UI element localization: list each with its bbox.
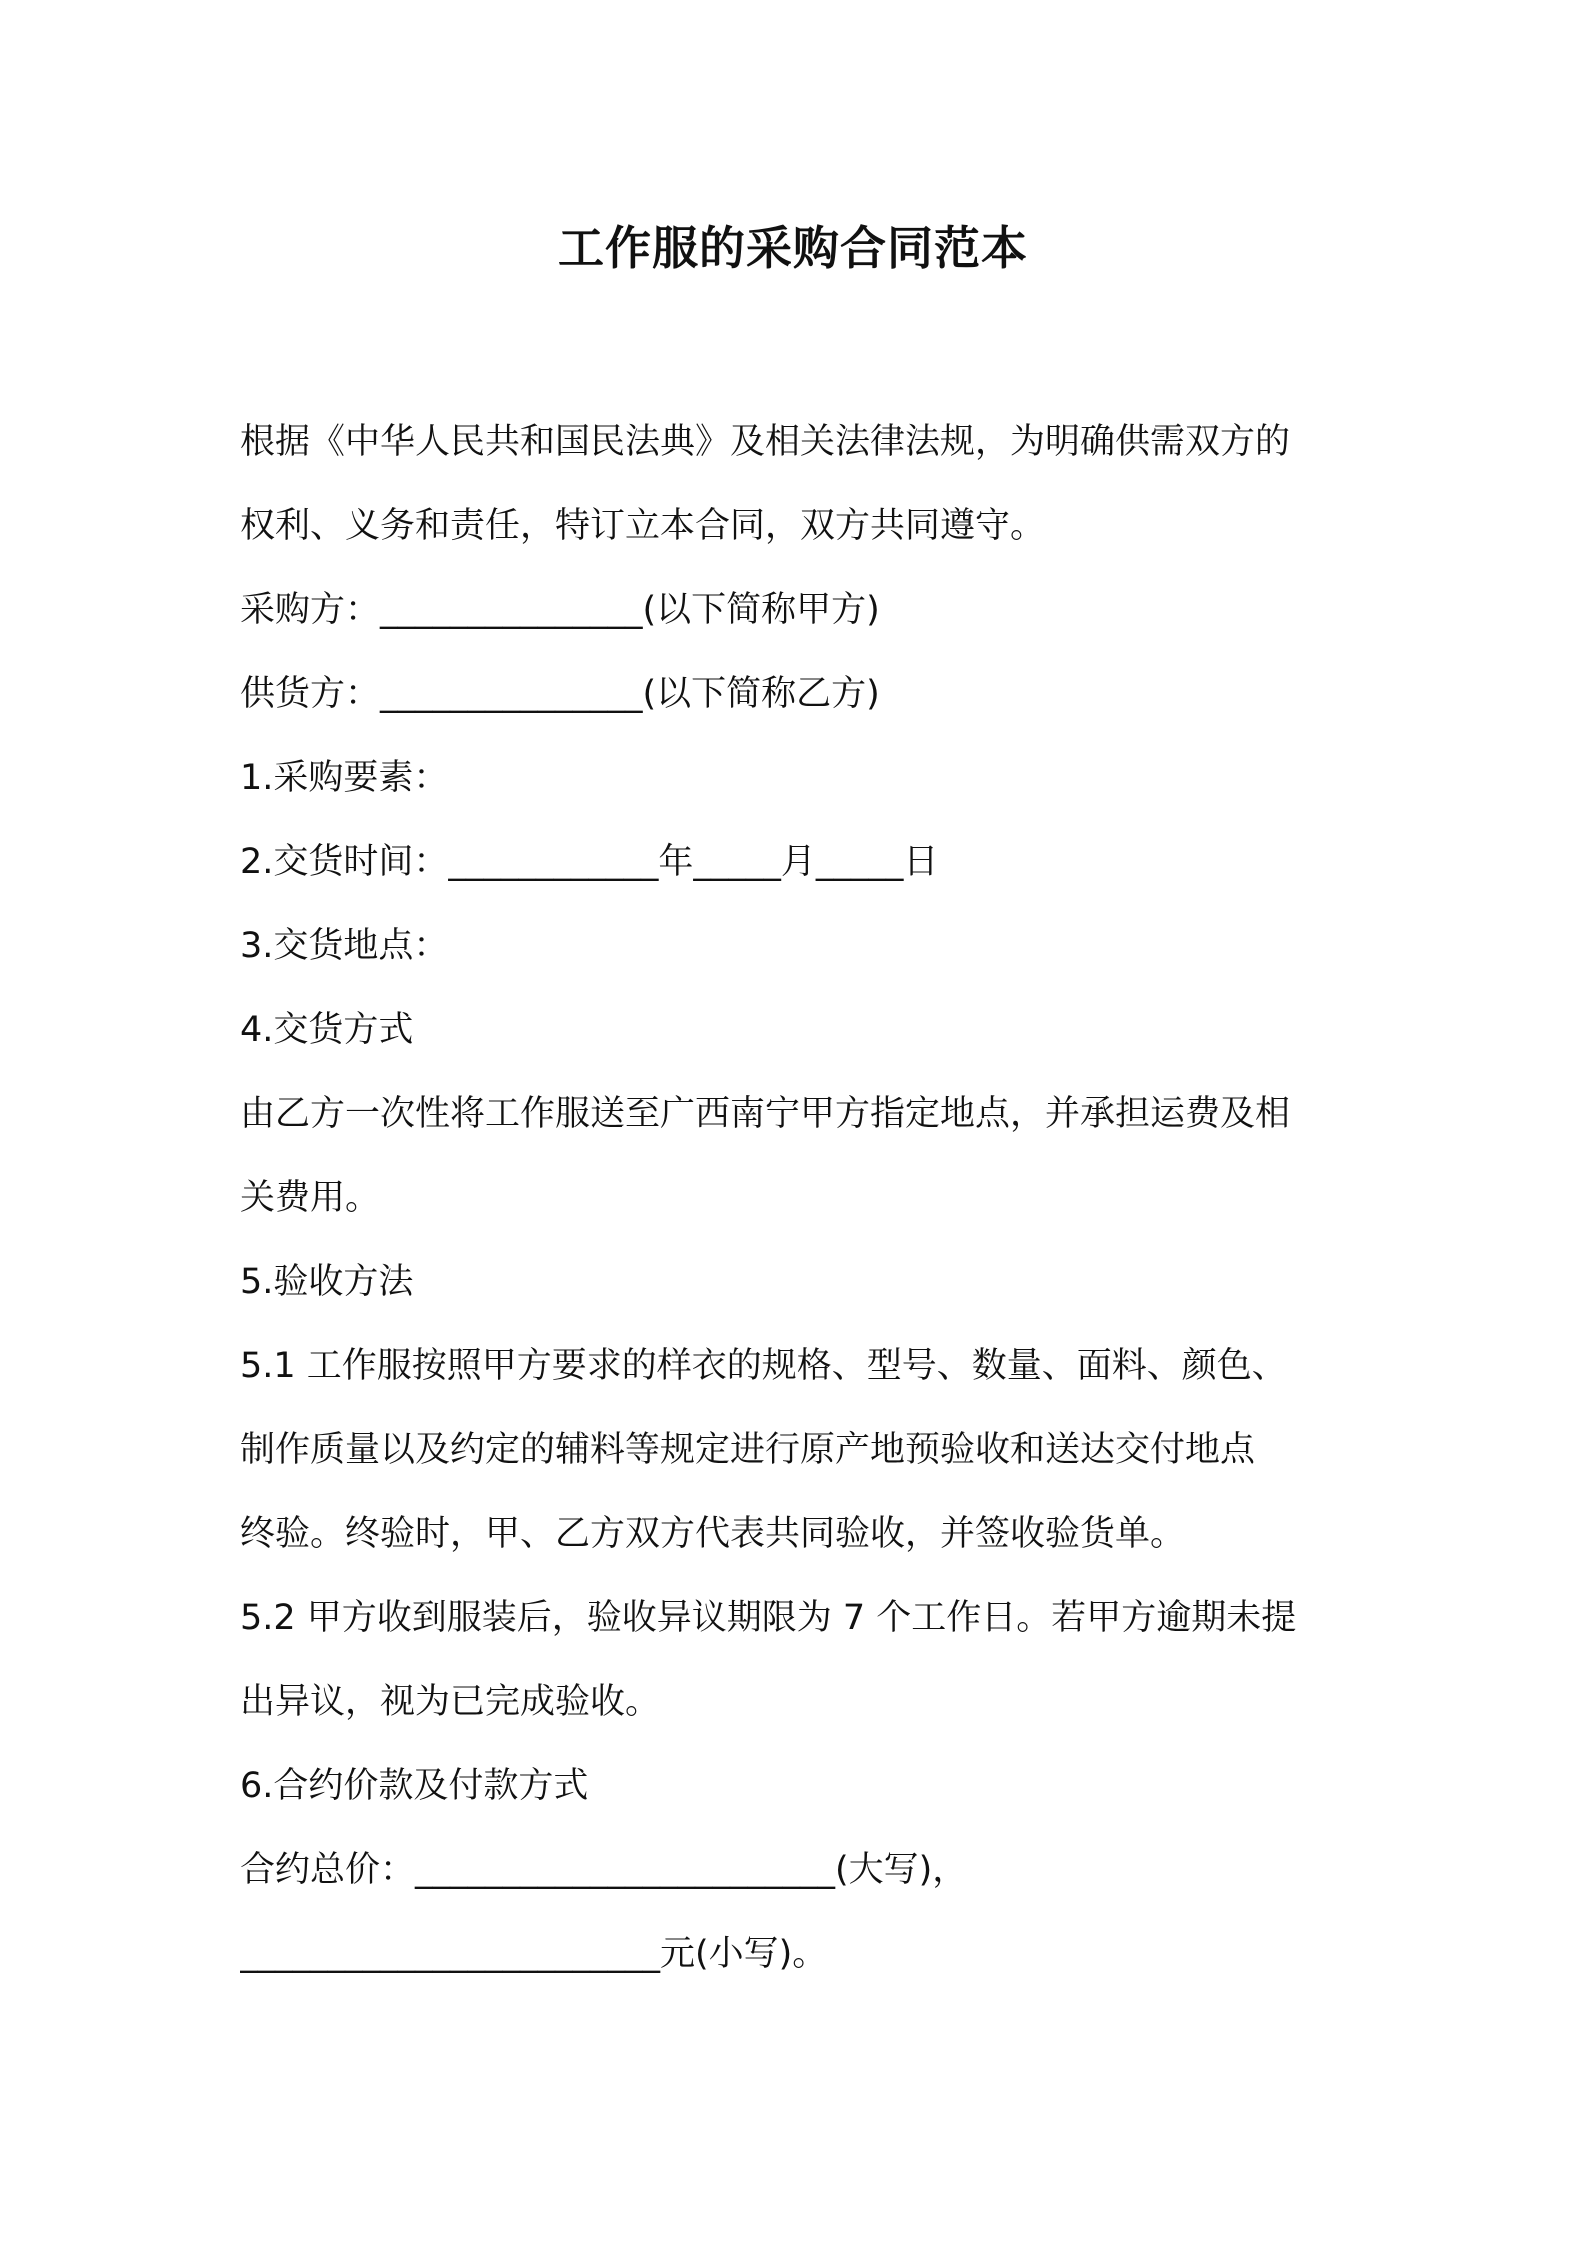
section-5-1-line-1: 5.1 工作服按照甲方要求的样衣的规格、型号、数量、面料、颜色、 <box>240 1346 1287 1386</box>
section-1-heading: 1.采购要素： <box>240 758 449 798</box>
section-5-1-line-2: 制作质量以及约定的辅料等规定进行原产地预验收和送达交付地点 <box>240 1430 1256 1470</box>
purchaser-line: 采购方：_______________(以下简称甲方) <box>240 590 880 630</box>
document-title: 工作服的采购合同范本 <box>558 221 1028 275</box>
section-5-heading: 5.验收方法 <box>240 1262 414 1302</box>
document-body <box>240 400 1350 1996</box>
supplier-line: 供货方：_______________(以下简称乙方) <box>240 674 880 714</box>
section-5-2-line-1: 5.2 甲方收到服装后，验收异议期限为 7 个工作日。若甲方逾期未提 <box>240 1598 1297 1638</box>
section-5-2-line-2: 出异议，视为已完成验收。 <box>240 1682 661 1722</box>
section-4-text-2: 关费用。 <box>240 1178 381 1218</box>
section-2-delivery-time: 2.交货时间：____________年_____月_____日 <box>240 842 939 882</box>
intro-line-1: 根据《中华人民共和国民法典》及相关法律法规，为明确供需双方的 <box>240 422 1291 462</box>
section-5-1-line-3: 终验。终验时，甲、乙方双方代表共同验收，并签收验货单。 <box>240 1514 1186 1554</box>
section-4-heading: 4.交货方式 <box>240 1010 414 1050</box>
total-price-lowercase-line: ________________________元(小写)。 <box>240 1934 828 1974</box>
section-4-text-1: 由乙方一次性将工作服送至广西南宁甲方指定地点，并承担运费及相 <box>240 1094 1291 1134</box>
section-6-heading: 6.合约价款及付款方式 <box>240 1766 589 1806</box>
total-price-uppercase-line: 合约总价：________________________(大写)， <box>240 1850 968 1890</box>
intro-line-2: 权利、义务和责任，特订立本合同，双方共同遵守。 <box>240 506 1046 546</box>
section-3-delivery-place: 3.交货地点： <box>240 926 449 966</box>
